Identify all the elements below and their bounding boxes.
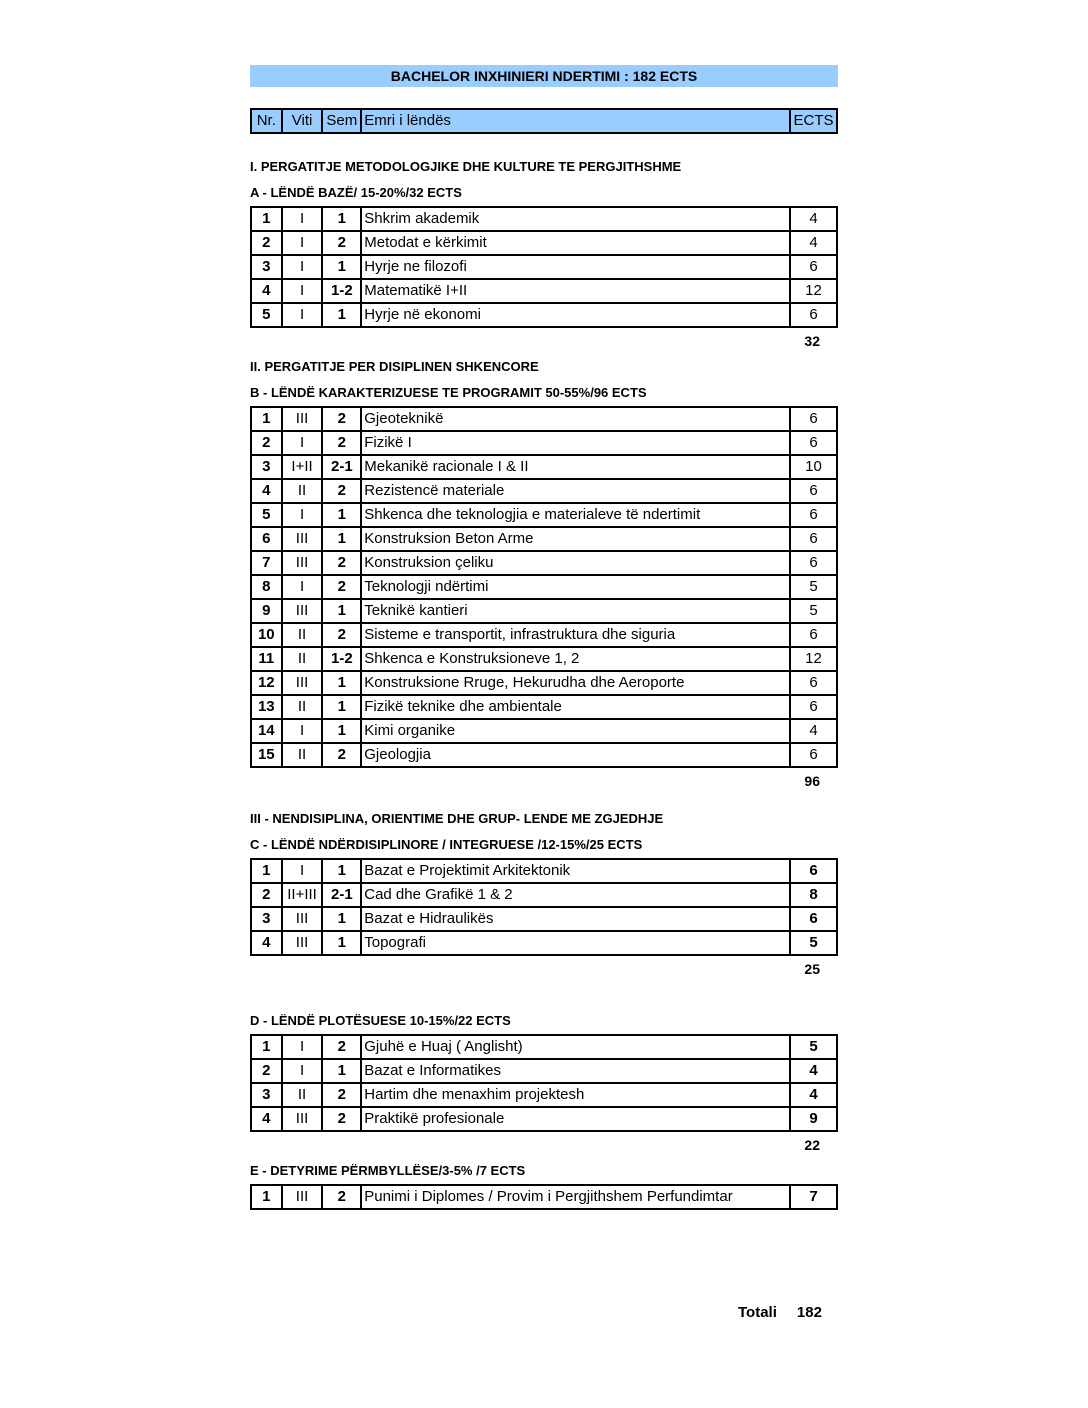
row-sem: 2	[322, 231, 361, 255]
row-course-name: Bazat e Projektimit Arkitektonik	[361, 859, 790, 883]
row-course-name: Konstruksion çeliku	[361, 551, 790, 575]
row-ects: 5	[790, 575, 837, 599]
row-viti: III	[282, 1107, 323, 1131]
row-sem: 2	[322, 431, 361, 455]
section-a-table	[250, 206, 838, 328]
grand-total	[738, 1304, 822, 1321]
row-sem: 2	[322, 1035, 361, 1059]
table-row	[251, 671, 837, 695]
row-course-name: Konstruksion Beton Arme	[361, 527, 790, 551]
row-course-name: Matematikë I+II	[361, 279, 790, 303]
row-viti: I	[282, 503, 323, 527]
row-viti: II	[282, 479, 323, 503]
row-sem: 2	[322, 575, 361, 599]
row-viti: II	[282, 647, 323, 671]
table-row	[251, 527, 837, 551]
table-row	[251, 599, 837, 623]
row-course-name: Cad dhe Grafikë 1 & 2	[361, 883, 790, 907]
row-sem: 1	[322, 907, 361, 931]
row-sem: 2	[322, 1107, 361, 1131]
row-viti: III	[282, 407, 323, 431]
row-viti: I	[282, 255, 323, 279]
row-course-name: Rezistencë materiale	[361, 479, 790, 503]
row-course-name: Mekanikë racionale I & II	[361, 455, 790, 479]
row-ects: 5	[790, 599, 837, 623]
part-1-heading: I. PERGATITJE METODOLOGJIKE DHE KULTURE TE PERGJITHSHME	[250, 159, 682, 174]
part-3-heading: III - NENDISIPLINA, ORIENTIME DHE GRUP- LENDE ME ZGJEDHJE	[250, 811, 664, 826]
column-header-table	[250, 108, 838, 134]
row-nr: 1	[251, 859, 282, 883]
table-row	[251, 1059, 837, 1083]
row-sem: 1	[322, 859, 361, 883]
row-sem: 1	[322, 527, 361, 551]
row-ects: 6	[790, 303, 837, 327]
page-title: BACHELOR INXHINIERI NDERTIMI : 182 ECTS	[250, 65, 838, 87]
table-row	[251, 647, 837, 671]
table-row	[251, 551, 837, 575]
table-row	[251, 931, 837, 955]
row-ects: 6	[790, 671, 837, 695]
table-row	[251, 695, 837, 719]
row-viti: III	[282, 1185, 323, 1209]
row-sem: 1	[322, 671, 361, 695]
table-row	[251, 883, 837, 907]
row-nr: 6	[251, 527, 282, 551]
row-ects: 9	[790, 1107, 837, 1131]
row-nr: 3	[251, 1083, 282, 1107]
row-course-name: Praktikë profesionale	[361, 1107, 790, 1131]
table-row	[251, 743, 837, 767]
row-sem: 1	[322, 255, 361, 279]
row-nr: 10	[251, 623, 282, 647]
section-c-table	[250, 858, 838, 956]
table-row	[251, 255, 837, 279]
row-sem: 1	[322, 1059, 361, 1083]
row-course-name: Kimi organike	[361, 719, 790, 743]
row-nr: 12	[251, 671, 282, 695]
row-ects: 6	[790, 431, 837, 455]
row-course-name: Fizikë I	[361, 431, 790, 455]
row-ects: 6	[790, 743, 837, 767]
total-value: 182	[796, 1304, 822, 1321]
row-viti: I	[282, 1059, 323, 1083]
table-row	[251, 575, 837, 599]
row-nr: 7	[251, 551, 282, 575]
row-nr: 1	[251, 1185, 282, 1209]
row-course-name: Teknologji ndërtimi	[361, 575, 790, 599]
row-nr: 2	[251, 231, 282, 255]
row-ects: 7	[790, 1185, 837, 1209]
table-row	[251, 1185, 837, 1209]
row-viti: III	[282, 931, 323, 955]
row-nr: 2	[251, 431, 282, 455]
row-ects: 5	[790, 1035, 837, 1059]
row-ects: 6	[790, 695, 837, 719]
row-ects: 6	[790, 527, 837, 551]
row-ects: 6	[790, 407, 837, 431]
section-b-heading: B - LËNDË KARAKTERIZUESE TE PROGRAMIT 50-55%/96 ECTS	[250, 385, 647, 400]
row-viti: II	[282, 695, 323, 719]
row-sem: 2	[322, 551, 361, 575]
row-nr: 3	[251, 255, 282, 279]
section-d-table	[250, 1034, 838, 1132]
section-d-sum: 22	[804, 1137, 820, 1153]
row-sem: 2-1	[322, 455, 361, 479]
row-nr: 3	[251, 907, 282, 931]
header-sem: Sem	[322, 109, 361, 133]
row-sem: 2	[322, 407, 361, 431]
row-course-name: Konstruksione Rruge, Hekurudha dhe Aeroporte	[361, 671, 790, 695]
table-row	[251, 231, 837, 255]
row-viti: I	[282, 1035, 323, 1059]
row-viti: I	[282, 207, 323, 231]
row-course-name: Topografi	[361, 931, 790, 955]
row-nr: 3	[251, 455, 282, 479]
row-course-name: Shkenca dhe teknologjia e materialeve të ndertimit	[361, 503, 790, 527]
row-viti: I	[282, 231, 323, 255]
row-nr: 4	[251, 931, 282, 955]
table-row	[251, 455, 837, 479]
table-row	[251, 1083, 837, 1107]
row-viti: III	[282, 527, 323, 551]
section-e-table	[250, 1184, 838, 1210]
row-ects: 10	[790, 455, 837, 479]
table-row	[251, 1035, 837, 1059]
header-emri: Emri i lëndës	[361, 109, 790, 133]
row-nr: 8	[251, 575, 282, 599]
table-row	[251, 207, 837, 231]
table-row	[251, 719, 837, 743]
table-row	[251, 623, 837, 647]
row-course-name: Gjuhë e Huaj ( Anglisht)	[361, 1035, 790, 1059]
row-ects: 12	[790, 279, 837, 303]
row-viti: I	[282, 279, 323, 303]
row-sem: 2	[322, 479, 361, 503]
row-ects: 4	[790, 719, 837, 743]
row-sem: 2	[322, 743, 361, 767]
section-c-heading: C - LËNDË NDËRDISIPLINORE / INTEGRUESE /12-15%/25 ECTS	[250, 837, 643, 852]
row-course-name: Hartim dhe menaxhim projektesh	[361, 1083, 790, 1107]
row-sem: 2	[322, 623, 361, 647]
row-nr: 11	[251, 647, 282, 671]
row-course-name: Gjeologjia	[361, 743, 790, 767]
row-viti: III	[282, 551, 323, 575]
row-viti: I	[282, 431, 323, 455]
row-nr: 1	[251, 1035, 282, 1059]
table-row	[251, 303, 837, 327]
row-sem: 1	[322, 719, 361, 743]
row-ects: 4	[790, 1059, 837, 1083]
section-b-table	[250, 406, 838, 768]
row-sem: 2	[322, 1083, 361, 1107]
row-sem: 1	[322, 207, 361, 231]
row-course-name: Bazat e Hidraulikës	[361, 907, 790, 931]
row-ects: 8	[790, 883, 837, 907]
row-viti: III	[282, 599, 323, 623]
row-viti: II	[282, 623, 323, 647]
row-sem: 1	[322, 931, 361, 955]
row-sem: 2	[322, 1185, 361, 1209]
row-viti: I	[282, 575, 323, 599]
row-viti: I	[282, 719, 323, 743]
row-course-name: Sisteme e transportit, infrastruktura dhe siguria	[361, 623, 790, 647]
row-sem: 1-2	[322, 647, 361, 671]
row-course-name: Hyrje në ekonomi	[361, 303, 790, 327]
row-nr: 2	[251, 1059, 282, 1083]
row-viti: III	[282, 907, 323, 931]
row-course-name: Teknikë kantieri	[361, 599, 790, 623]
section-a-heading: A - LËNDË BAZË/ 15-20%/32 ECTS	[250, 185, 462, 200]
section-c-sum: 25	[804, 961, 820, 977]
table-row	[251, 479, 837, 503]
table-row	[251, 907, 837, 931]
row-nr: 13	[251, 695, 282, 719]
row-ects: 6	[790, 503, 837, 527]
row-course-name: Punimi i Diplomes / Provim i Pergjithshem Perfundimtar	[361, 1185, 790, 1209]
row-course-name: Hyrje ne filozofi	[361, 255, 790, 279]
row-nr: 4	[251, 479, 282, 503]
table-row	[251, 407, 837, 431]
row-ects: 6	[790, 479, 837, 503]
row-nr: 4	[251, 279, 282, 303]
section-b-sum: 96	[804, 773, 820, 789]
row-ects: 4	[790, 1083, 837, 1107]
row-course-name: Fizikë teknike dhe ambientale	[361, 695, 790, 719]
row-viti: I	[282, 303, 323, 327]
section-d-heading: D - LËNDË PLOTËSUESE 10-15%/22 ECTS	[250, 1013, 511, 1028]
section-e-heading: E - DETYRIME PËRMBYLLËSE/3-5% /7 ECTS	[250, 1163, 526, 1178]
row-sem: 2-1	[322, 883, 361, 907]
table-row	[251, 503, 837, 527]
total-label: Totali	[738, 1304, 777, 1321]
row-course-name: Gjeoteknikë	[361, 407, 790, 431]
table-row	[251, 431, 837, 455]
row-nr: 14	[251, 719, 282, 743]
row-viti: I+II	[282, 455, 323, 479]
row-viti: II+III	[282, 883, 323, 907]
row-nr: 4	[251, 1107, 282, 1131]
row-nr: 9	[251, 599, 282, 623]
row-sem: 1	[322, 503, 361, 527]
row-nr: 15	[251, 743, 282, 767]
header-ects: ECTS	[790, 109, 837, 133]
row-nr: 1	[251, 207, 282, 231]
row-nr: 2	[251, 883, 282, 907]
row-course-name: Metodat e kërkimit	[361, 231, 790, 255]
part-2-heading: II. PERGATITJE PER DISIPLINEN SHKENCORE	[250, 359, 539, 374]
row-ects: 5	[790, 931, 837, 955]
header-viti: Viti	[282, 109, 323, 133]
table-row	[251, 859, 837, 883]
row-viti: II	[282, 743, 323, 767]
header-nr: Nr.	[251, 109, 282, 133]
row-viti: I	[282, 859, 323, 883]
row-sem: 1-2	[322, 279, 361, 303]
row-viti: III	[282, 671, 323, 695]
row-nr: 1	[251, 407, 282, 431]
curriculum-document	[250, 65, 838, 1210]
row-viti: II	[282, 1083, 323, 1107]
row-course-name: Shkrim akademik	[361, 207, 790, 231]
row-nr: 5	[251, 503, 282, 527]
row-ects: 6	[790, 255, 837, 279]
row-ects: 12	[790, 647, 837, 671]
row-nr: 5	[251, 303, 282, 327]
row-sem: 1	[322, 599, 361, 623]
row-sem: 1	[322, 695, 361, 719]
row-course-name: Shkenca e Konstruksioneve 1, 2	[361, 647, 790, 671]
row-sem: 1	[322, 303, 361, 327]
table-row	[251, 279, 837, 303]
row-course-name: Bazat e Informatikes	[361, 1059, 790, 1083]
row-ects: 6	[790, 907, 837, 931]
row-ects: 4	[790, 207, 837, 231]
row-ects: 6	[790, 859, 837, 883]
row-ects: 4	[790, 231, 837, 255]
table-row	[251, 1107, 837, 1131]
row-ects: 6	[790, 623, 837, 647]
row-ects: 6	[790, 551, 837, 575]
section-a-sum: 32	[804, 333, 820, 349]
